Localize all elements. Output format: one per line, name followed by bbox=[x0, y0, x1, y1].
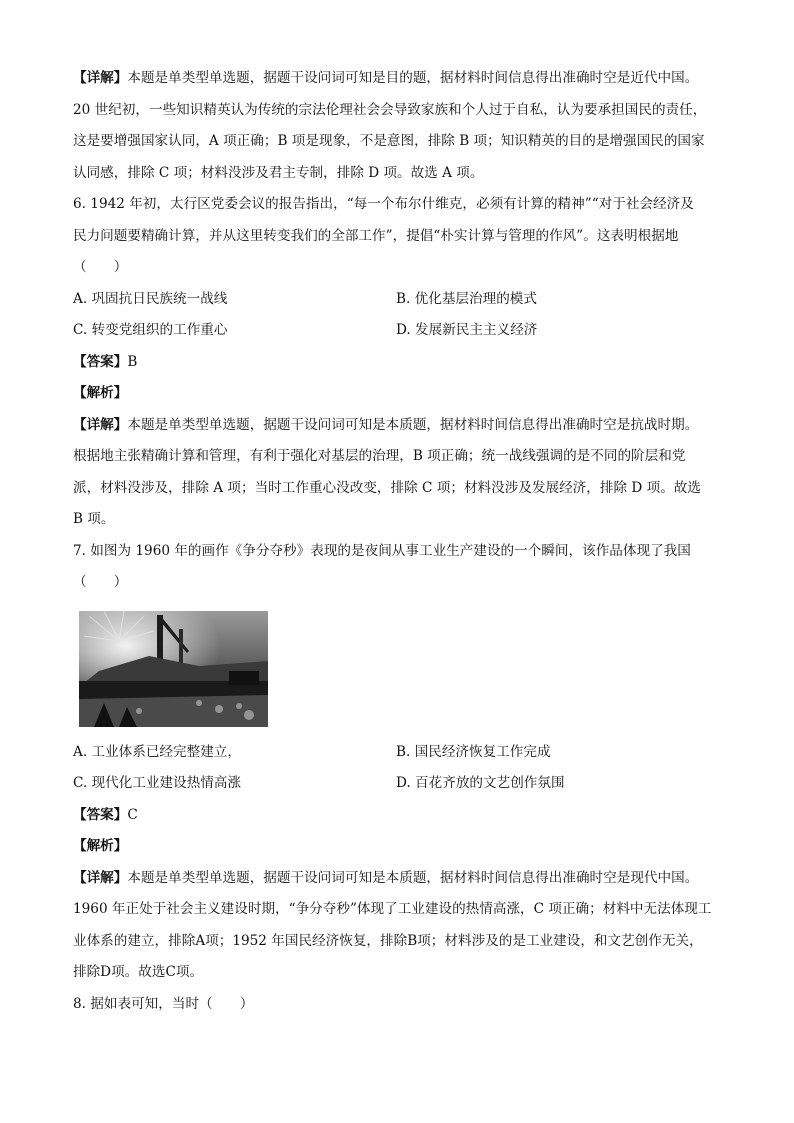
explain-tag: 【详解】 bbox=[73, 70, 128, 86]
q8-stem-line-1: 8. 据如表可知，当时（ ） bbox=[73, 995, 254, 1012]
q6-answer-value: B bbox=[127, 353, 138, 370]
q7-options-row-2 bbox=[73, 768, 723, 800]
explain-tag: 【详解】 bbox=[73, 416, 128, 433]
q6-options-row-2 bbox=[73, 315, 723, 347]
q7-explain-line-4: 排除D项。故选C项。 bbox=[73, 964, 204, 980]
q7-explain-line-1 bbox=[73, 863, 723, 895]
q6-option-d: D. 发展新民主主义经济 bbox=[396, 322, 538, 338]
q6-option-b: B. 优化基层治理的模式 bbox=[396, 290, 537, 307]
q7-explain-text-1: 本题是单类型单选题，据题干设问词可知是本质题，据材料时间信息得出准确时空是现代中国。 bbox=[127, 869, 699, 886]
q6-explain-line-2: 根据地主张精确计算和管理，有利于强化对基层的治理，B 项正确；统一战线强调的是不同的阶层和党 bbox=[73, 448, 686, 464]
q5-explain-line-4: 认同感，排除 C 项；材料没涉及君主专制，排除 D 项。故选 A 项。 bbox=[73, 164, 484, 181]
q6-answer-blank: （ ） bbox=[73, 259, 128, 275]
q6-stem-line-1: 6. 1942 年初，太行区党委会议的报告指出，“每一个布尔什维克，必须有计算的精神”“对于社会经济及 bbox=[73, 196, 694, 212]
q6-analysis-tag: 【解析】 bbox=[73, 385, 128, 401]
q7-answer-blank: （ ） bbox=[73, 574, 128, 590]
q7-options-row-1 bbox=[73, 737, 723, 769]
q7-analysis-tag: 【解析】 bbox=[73, 838, 128, 854]
q7-option-b: B. 国民经济恢复工作完成 bbox=[396, 743, 551, 760]
answer-tag: 【答案】 bbox=[73, 353, 128, 370]
answer-tag: 【答案】 bbox=[73, 806, 128, 823]
q5-explain-line-2: 20 世纪初，一些知识精英认为传统的宗法伦理社会会导致家族和个人过于自私，认为要承担国民的责任， bbox=[73, 101, 707, 118]
q6-explain-line-4: B 项。 bbox=[73, 511, 115, 527]
q7-option-d: D. 百花齐放的文艺创作氛围 bbox=[396, 775, 565, 791]
q7-option-a: A. 工业体系已经完整建立， bbox=[73, 743, 241, 760]
explain-tag: 【详解】 bbox=[73, 869, 128, 886]
q6-explain-line-1 bbox=[73, 410, 723, 442]
q6-options-row-1 bbox=[73, 284, 723, 316]
q6-explain-text-1: 本题是单类型单选题，据题干设问词可知是本质题，据材料时间信息得出准确时空是抗战时期。 bbox=[127, 416, 699, 433]
q7-explain-line-3: 业体系的建立，排除A项；1952 年国民经济恢复，排除B项；材料涉及的是工业建设，和文艺创作无关， bbox=[73, 932, 703, 949]
painting-illustration bbox=[79, 611, 268, 727]
q7-answer-value: C bbox=[127, 806, 138, 823]
q6-answer-line bbox=[73, 347, 723, 379]
q5-explain-line-3: 这是要增强国家认同，A 项正确；B 项是现象，不是意图，排除 B 项；知识精英的目的是增强国民的国家 bbox=[73, 133, 705, 149]
q6-explain-line-3: 派，材料没涉及，排除 A 项；当时工作重心没改变，排除 C 项；材料没涉及发展经济，排除 D 项。故选 bbox=[73, 479, 701, 496]
q5-explain-line-1 bbox=[73, 63, 723, 95]
painting-image bbox=[79, 611, 268, 727]
q7-explain-line-2: 1960 年正处于社会主义建设时期，“争分夺秒”体现了工业建设的热情高涨，C 项正确；材料中无法体现工 bbox=[73, 901, 712, 917]
q6-option-a: A. 巩固抗日民族统一战线 bbox=[73, 290, 228, 307]
q7-option-c: C. 现代化工业建设热情高涨 bbox=[73, 775, 242, 791]
q7-stem-line-1: 7. 如图为 1960 年的画作《争分夺秒》表现的是夜间从事工业生产建设的一个瞬间，该作品体现了我国 bbox=[73, 542, 691, 559]
q5-explain-text-1: 本题是单类型单选题，据题干设问词可知是目的题，据材料时间信息得出准确时空是近代中国。 bbox=[127, 70, 699, 86]
q7-answer-line bbox=[73, 800, 723, 832]
q6-stem-line-2: 民力问题要精确计算，并从这里转变我们的全部工作”，提倡“朴实计算与管理的作风”。这表明根据地 bbox=[73, 227, 679, 244]
document-page bbox=[73, 63, 723, 1020]
q6-option-c: C. 转变党组织的工作重心 bbox=[73, 322, 228, 338]
